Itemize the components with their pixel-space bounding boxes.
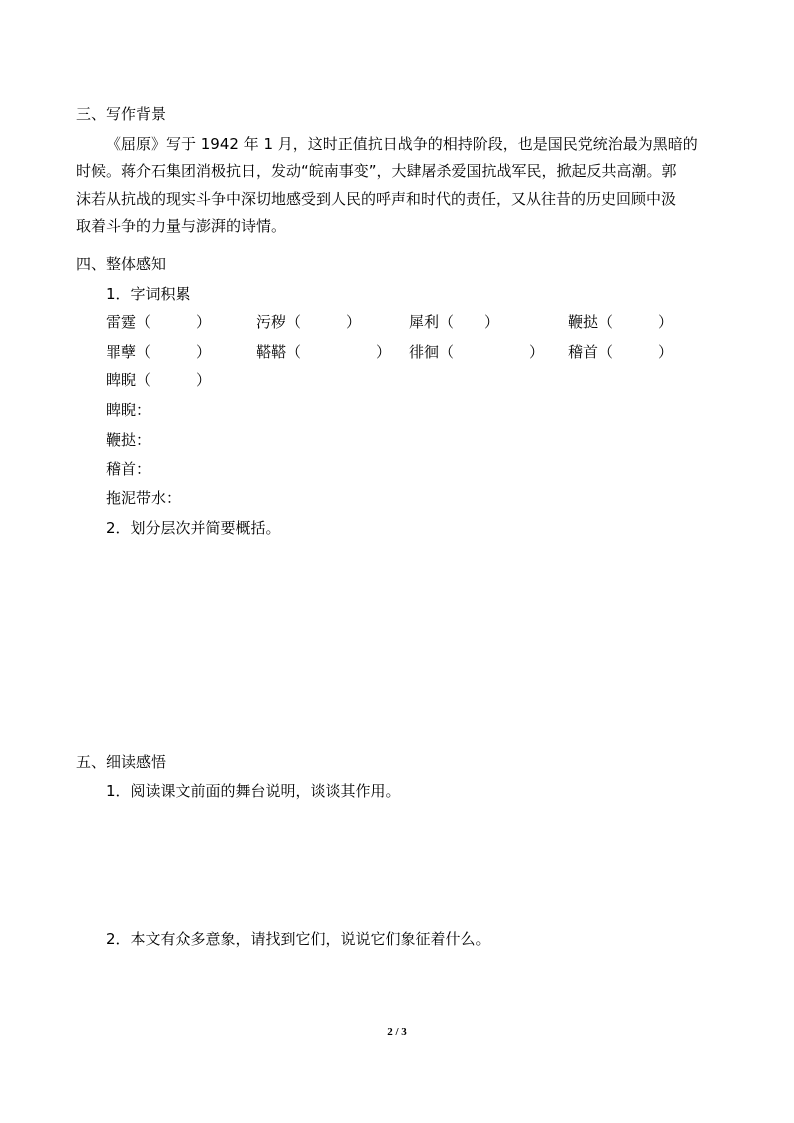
vocab-item: 徘徊（ ）: [409, 343, 545, 361]
vocab-item: 雷霆（ ）: [106, 313, 212, 331]
definition-item: 稽首：: [106, 460, 152, 478]
vocab-item: 睥睨（ ）: [106, 371, 212, 389]
vocab-item: 污秽（ ）: [256, 313, 362, 331]
definition-item: 拖泥带水：: [106, 489, 182, 507]
vocab-item: 鞳鞳（ ）: [256, 343, 392, 361]
section3-heading: 三、写作背景: [76, 105, 167, 123]
definition-item: 睥睨：: [106, 401, 152, 419]
question-1-vocab: 1．字词积累: [106, 285, 191, 303]
section4-heading: 四、整体感知: [76, 255, 167, 273]
vocab-item: 罪孽（ ）: [106, 343, 212, 361]
vocab-item: 稽首（ ）: [568, 343, 674, 361]
section5-heading: 五、细读感悟: [76, 753, 167, 771]
question-imagery: 2．本文有众多意象，请找到它们，说说它们象征着什么。: [106, 930, 491, 948]
paragraph-line: 沫若从抗战的现实斗争中深切地感受到人民的呼声和时代的责任，又从往昔的历史回顾中汲: [76, 189, 677, 208]
question-2-layers: 2．划分层次并简要概括。: [106, 519, 281, 537]
paragraph-line: 时候。蒋介石集团消极抗日，发动“皖南事变”，大肆屠杀爱国抗战军民，掀起反共高潮。郭: [76, 162, 677, 181]
section3-paragraph: [76, 131, 724, 240]
vocab-item: 鞭挞（ ）: [568, 313, 674, 331]
paragraph-line: 《屈原》写于 1942 年 1 月，这时正值抗日战争的相持阶段，也是国民党统治最为黑暗的: [106, 135, 698, 153]
paragraph-line: 取着斗争的力量与澎湃的诗情。: [76, 216, 287, 235]
definition-item: 鞭挞：: [106, 431, 152, 449]
question-stage-directions: 1．阅读课文前面的舞台说明，谈谈其作用。: [106, 782, 401, 800]
page-number: 2 / 3: [387, 1026, 407, 1038]
vocab-item: 犀利（ ）: [409, 313, 500, 331]
